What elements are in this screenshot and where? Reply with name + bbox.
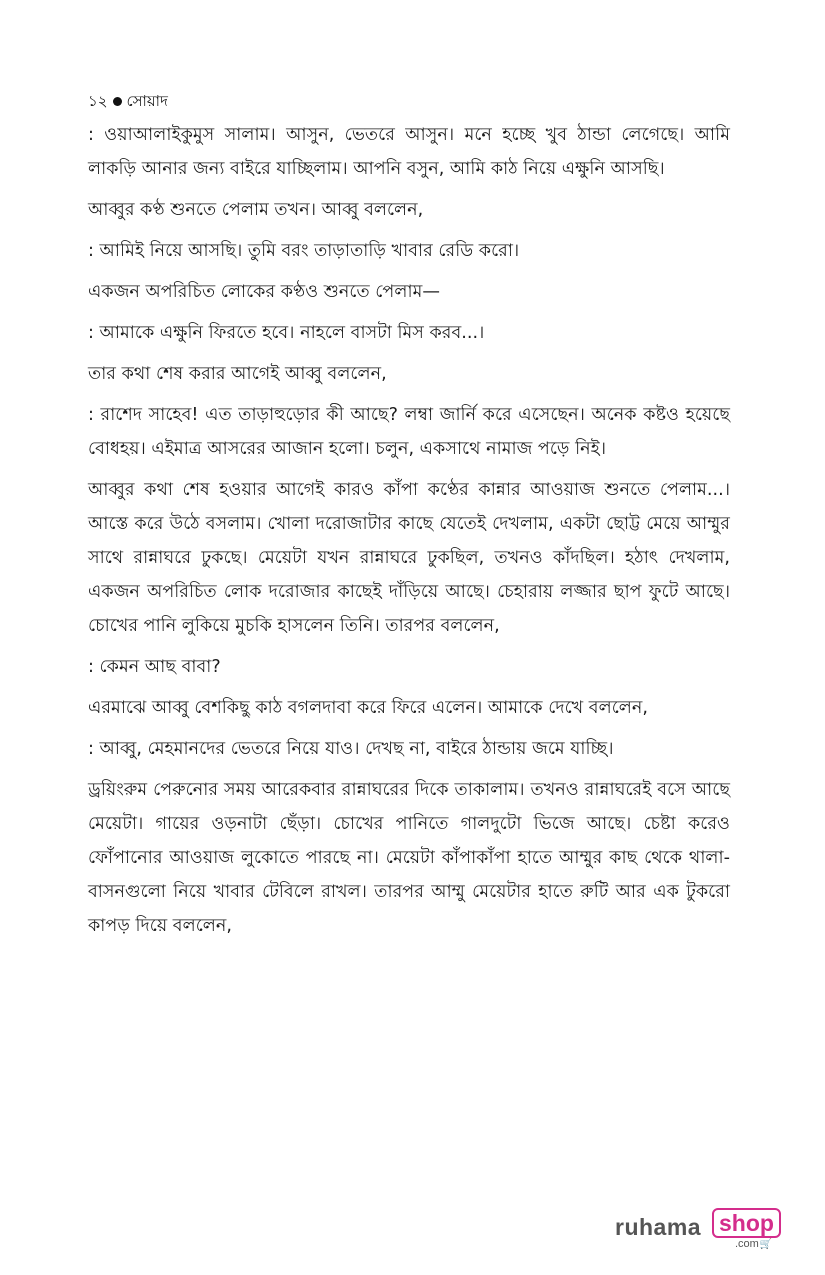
paragraph: : আমাকে এক্ষুনি ফিরতে হবে। নাহলে বাসটা মিস করব...। (88, 323, 485, 343)
logo-domain (735, 1238, 772, 1250)
paragraph: : আব্বু, মেহমানদের ভেতরে নিয়ে যাও। দেখছ না, বাইরে ঠান্ডায় জমে যাচ্ছি। (88, 739, 614, 759)
page-number: ১২ (88, 92, 108, 110)
book-title: সোয়াদ (126, 92, 168, 110)
paragraph: তার কথা শেষ করার আগেই আব্বু বললেন, (88, 364, 387, 384)
paragraph: এরমাঝে আব্বু বেশকিছু কাঠ বগলদাবা করে ফিরে এলেন। আমাকে দেখে বললেন, (88, 698, 648, 718)
ruhamashop-logo (615, 1208, 785, 1248)
page-body (88, 118, 730, 950)
paragraph: : আমিই নিয়ে আসছি। তুমি বরং তাড়াতাড়ি খাবার রেডি করো। (88, 241, 520, 261)
logo-text-shop: shop (712, 1208, 781, 1238)
paragraph: আব্বুর কথা শেষ হওয়ার আগেই কারও কাঁপা কণ্ঠের কান্নার আওয়াজ শুনতে পেলাম...। আস্তে করে উঠে বসলাম। খোলা দরোজাটার কাছে যেতেই দেখলাম, একটা ছোট্ট মেয়ে আম্মুর সাথে রান্নাঘরে ঢুকছে। মেয়েটা যখন রান্নাঘরে ঢুকছিল, তখনও কাঁদছিল। হঠাৎ দেখলাম, একজন অপরিচিত লোক দরোজার কাছেই দাঁড়িয়ে আছে। চেহারায় লজ্জার ছাপ ফুটে আছে। চোখের পানি লুকিয়ে মুচকি হাসলেন তিনি। তারপর বললেন, (88, 480, 730, 636)
bullet-separator (113, 97, 122, 106)
running-header (88, 90, 168, 115)
paragraph: ড্রয়িংরুম পেরুনোর সময় আরেকবার রান্নাঘরের দিকে তাকালাম। তখনও রান্নাঘরেই বসে আছে মেয়েটা। গায়ের ওড়নাটা ছেঁড়া। চোখের পানিতে গালদুটো ভিজে আছে। চেষ্টা করেও ফোঁপানোর আওয়াজ লুকোতে পারছে না। মেয়েটা কাঁপাকাঁপা হাতে আম্মুর কাছ থেকে থালা-বাসনগুলো নিয়ে খাবার টেবিলে রাখল। তারপর আম্মু মেয়েটার হাতে রুটি আর এক টুকরো কাপড় দিয়ে বললেন, (88, 780, 730, 936)
paragraph: আব্বুর কণ্ঠ শুনতে পেলাম তখন। আব্বু বললেন, (88, 200, 424, 220)
logo-text-com: .com (735, 1238, 759, 1250)
cart-icon: 🛒 (759, 1239, 773, 1250)
paragraph: : কেমন আছ বাবা? (88, 657, 221, 677)
paragraph: : রাশেদ সাহেব! এত তাড়াহুড়োর কী আছে? লম্বা জার্নি করে এসেছেন। অনেক কষ্টও হয়েছে বোধহয়। এইমাত্র আসরের আজান হলো। চলুন, একসাথে নামাজ পড়ে নিই। (88, 405, 731, 459)
logo-text-ruhama: ruhama (615, 1214, 702, 1240)
paragraph: : ওয়াআলাইকুমুস সালাম। আসুন, ভেতরে আসুন। মনে হচ্ছে খুব ঠান্ডা লেগেছে। আমি লাকড়ি আনার জন্য বাইরে যাচ্ছিলাম। আপনি বসুন, আমি কাঠ নিয়ে এক্ষুনি আসছি। (88, 125, 730, 179)
paragraph: একজন অপরিচিত লোকের কণ্ঠও শুনতে পেলাম— (88, 282, 440, 302)
